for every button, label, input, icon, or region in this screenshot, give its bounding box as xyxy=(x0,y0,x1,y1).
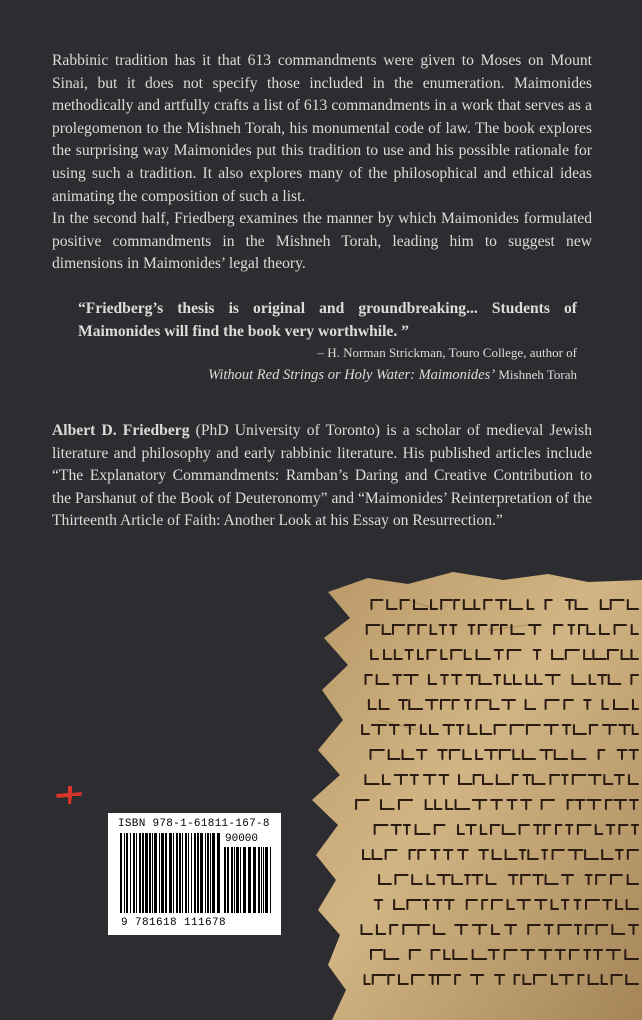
attribution-book-title xyxy=(97,364,577,386)
blurb-paragraph-1: Rabbinic tradition has it that 613 commandments were given to Moses on Mount Sinai, but it does not specify those included in the enumeration. Maimonides methodically and artfully crafts a list of 613 commandments in a work that serves as a prolegomenon to the Mishneh Torah, his monumental code of law. The book explores the surprising way Maimonides put this tradition to use and his possible rationale for using such a tradition. It also explores many of the philosophical and ethical ideas animating the composition of such a list. xyxy=(52,52,592,205)
manuscript-fragment-image xyxy=(288,570,642,1020)
author-name: Albert D. Friedberg xyxy=(52,422,190,439)
barcode xyxy=(108,813,281,935)
author-bio xyxy=(52,420,592,533)
isbn-text: ISBN 978-1-61811-167-8 xyxy=(118,818,270,830)
barcode-ean-number: 9 781618 111678 xyxy=(121,917,227,929)
author-bio-text: (PhD University of Toronto) is a scholar of medieval Jewish literature and philosophy and early rabbinic literature. His published articles include “The Explanatory Commandments: Ramban’s Daring and Creative Contribution to the Parshanut of the Book of Deuteronomy” and “Maimonides’ Reinterpretation of the Thirteenth Article of Faith: Another Look at his Essay on Resurrection.” xyxy=(52,422,592,530)
endorsement-quote: “Friedberg’s thesis is original and groundbreaking... Students of Maimonides will find the book very worthwhile. ” xyxy=(78,300,577,340)
publisher-logo-icon xyxy=(54,780,84,806)
book-title-italic: Without Red Strings or Holy Water: Maimonides’ xyxy=(208,367,496,383)
blurb-paragraph-2: In the second half, Friedberg examines the manner by which Maimonides formulated positive commandments in the Mishneh Torah, leading him to suggest new dimensions in Maimonides’ legal theory. xyxy=(52,210,592,273)
book-title-roman: Mishneh Torah xyxy=(495,367,577,382)
endorsement-attribution xyxy=(97,342,577,386)
barcode-addon-number: 90000 xyxy=(225,833,259,845)
attribution-line: – H. Norman Strickman, Touro College, author of xyxy=(317,345,577,360)
blurb xyxy=(52,50,592,276)
